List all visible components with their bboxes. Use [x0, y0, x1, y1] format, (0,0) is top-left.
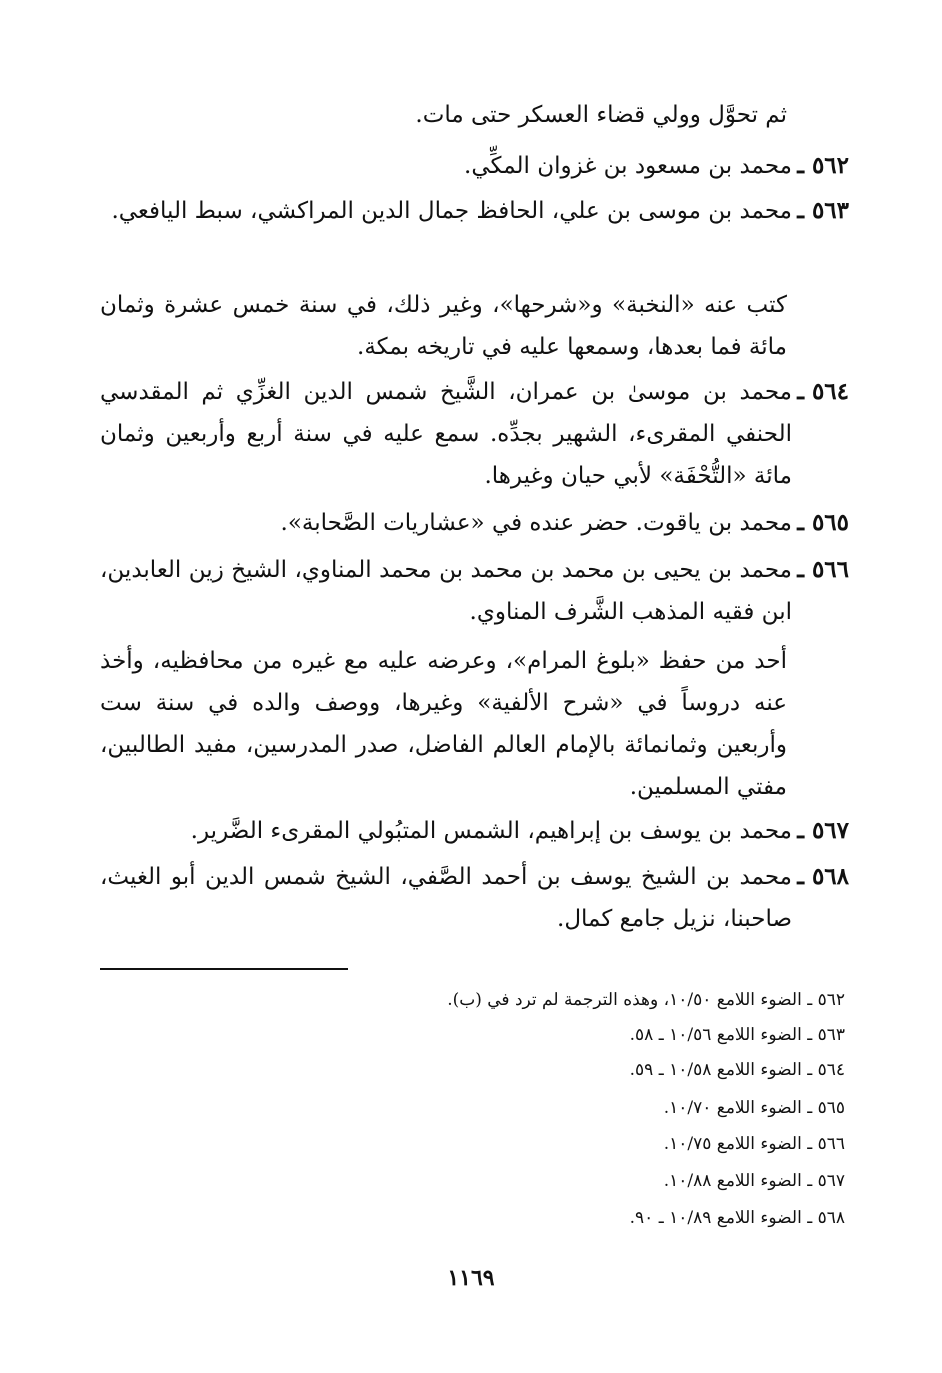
entry-text: محمد بن مسعود بن غزوان المكِّي.: [464, 153, 792, 179]
entry-text: محمد بن يوسف بن إبراهيم، الشمس المتبُولي المقرىء الضَّرير.: [190, 818, 792, 844]
entry-text: محمد بن ياقوت. حضر عنده في «عشاريات الصَّحابة».: [280, 510, 792, 536]
footnote: ٥٦٨ ـ الضوء اللامع ١٠/٨٩ ـ ٩٠.: [629, 1208, 845, 1228]
page-number: ١١٦٩: [447, 1265, 495, 1291]
entry-text: محمد بن موسى بن علي، الحافظ جمال الدين المراكشي، سبط اليافعي.: [111, 198, 792, 224]
entry-text: محمد بن موسىٰ بن عمران، الشَّيخ شمس الدين الغزِّي ثم المقدسي الحنفي المقرىء، الشهير بجدِّه. سمع عليه في سنة أربع وأربعين وثمان مائة «التُّحْفَة» لأبي حيان وغيرها.: [100, 379, 792, 489]
entry-note: كتب عنه «النخبة» و«شرحها»، وغير ذلك، في سنة خمس عشرة وثمان مائة فما بعدها، وسمعها عليه في تاريخه بمكة.: [100, 292, 787, 360]
footnote: ٥٦٥ ـ الضوء اللامع ١٠/٧٠.: [663, 1098, 845, 1118]
intro-line: ثم تحوَّل وولي قضاء العسكر حتى مات.: [415, 102, 787, 128]
entry-text: محمد بن يحيى بن محمد بن محمد بن محمد المناوي، الشيخ زين العابدين، ابن فقيه المذهب الشَّرف المناوي.: [100, 557, 792, 625]
entry-number: ٥٦٧: [811, 817, 849, 844]
entry-number: ٥٦٢: [811, 152, 849, 179]
entry-note: أحد من حفظ «بلوغ المرام»، وعرضه عليه مع غيره من محافظيه، وأخذ عنه دروساً في «شرح الألفية» وغيرها، ووصف والده في سنة ست وأربعين وثمانمائة بالإمام العالم الفاضل، صدر المدرسين، مفيد الطالبين، مفتي المسلمين.: [100, 648, 787, 800]
footnote: ٥٦٧ ـ الضوء اللامع ١٠/٨٨.: [663, 1171, 845, 1191]
footnote-separator: [100, 968, 348, 970]
entry-number: ٥٦٨: [811, 863, 849, 890]
entry-number: ٥٦٦: [811, 556, 849, 583]
footnote: ٥٦٤ ـ الضوء اللامع ١٠/٥٨ ـ ٥٩.: [629, 1060, 845, 1080]
entry-number: ٥٦٣: [811, 197, 849, 224]
entry-number: ٥٦٥: [811, 509, 849, 536]
footnote: ٥٦٣ ـ الضوء اللامع ١٠/٥٦ ـ ٥٨.: [629, 1025, 845, 1045]
footnote: ٥٦٢ ـ الضوء اللامع ١٠/٥٠، وهذه الترجمة لم ترد في (ب).: [447, 990, 845, 1010]
entry-number: ٥٦٤: [811, 378, 849, 405]
document-page: ثم تحوَّل وولي قضاء العسكر حتى مات. ٥٦٢ ـ محمد بن مسعود بن غزوان المكِّي. ٥٦٣ ـ محمد بن موسى بن علي، الحافظ جمال الدين المراكشي، سبط اليافعي. كتب عنه «النخبة» و«شرحها»، وغير ذلك، في سنة خمس عشرة وثمان مائة فما بعدها، وسمعها عليه في تاريخه بمكة. ٥٦٤ ـ محمد بن موسىٰ بن عمران، الشَّيخ شمس الدين الغزِّي ثم المقدسي الحنفي المقرىء، الشهير بجدِّه. سمع عليه في سنة أربع وأربعين وثمان مائة «التُّحْفَة» لأبي حيان وغيرها. ٥٦٥ ـ محمد بن ياقوت. حضر عنده في «عشاريات الصَّحابة». ٥٦٦ ـ محمد بن يحيى بن محمد بن محمد بن محمد المناوي، الشيخ زين العابدين، ابن فقيه المذهب الشَّرف المناوي. أحد من حفظ «بلوغ المرام»، وعرضه عليه مع غيره من محافظيه، وأخذ عنه دروساً في «شرح الألفية» وغيرها، ووصف والده في سنة ست وأربعين وثمانمائة بالإمام العالم الفاضل، صدر المدرسين، مفيد الطالبين، مفتي المسلمين. ٥٦٧ ـ محمد بن يوسف بن إبراهيم، الشمس المتبُولي المقرىء الضَّرير. ٥٦٨ ـ محمد بن الشيخ يوسف بن أحمد الصَّفي، الشيخ شمس الدين أبو الغيث، صاحبنا، نزيل جامع كمال. ٥٦٢ ـ الضوء اللامع ١٠/٥٠، وهذه الترجمة لم ترد في (ب). ٥٦٣ ـ الضوء اللامع ١٠/٥٦ ـ ٥٨. ٥٦٤ ـ الضوء اللامع ١٠/٥٨ ـ ٥٩. ٥٦٥ ـ الضوء اللامع ١٠/٧٠. ٥٦٦ ـ الضوء اللامع ١٠/٧٥. ٥٦٧ ـ الضوء اللامع ١٠/٨٨. ٥٦٨ ـ الضوء اللامع ١٠/٨٩ ـ ٩٠. ١١٦٩: [0, 0, 942, 1373]
footnote: ٥٦٦ ـ الضوء اللامع ١٠/٧٥.: [663, 1134, 845, 1154]
entry-text: محمد بن الشيخ يوسف بن أحمد الصَّفي، الشيخ شمس الدين أبو الغيث، صاحبنا، نزيل جامع كمال.: [100, 864, 792, 932]
